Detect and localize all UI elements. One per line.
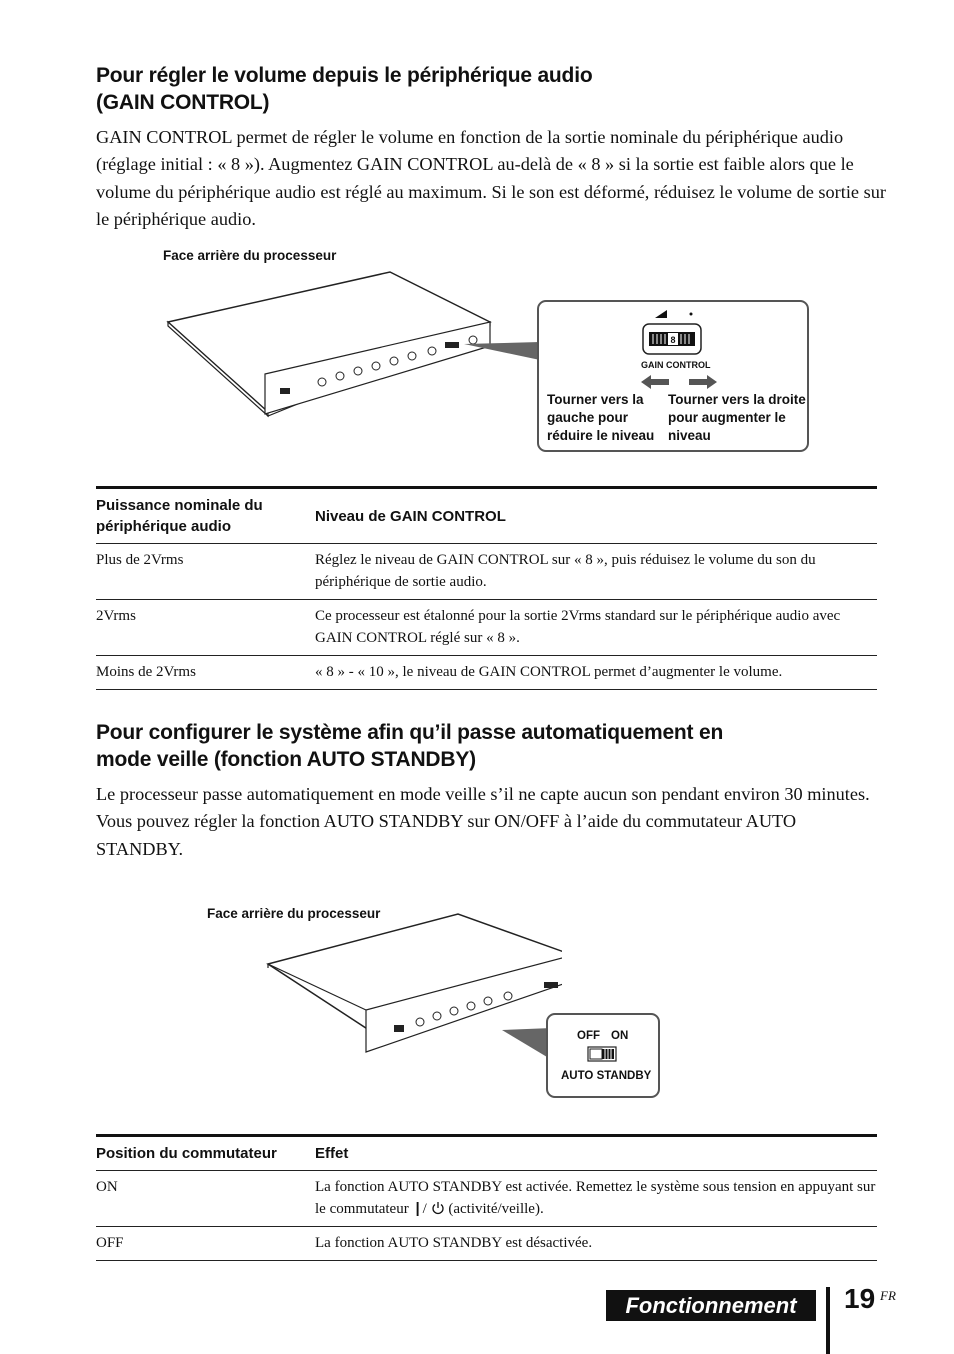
auto-standby-paragraph-1: Le processeur passe automatiquement en mode veille s’il ne capte aucun son pendant environ 30 minutes. xyxy=(96,784,870,804)
table-row xyxy=(96,544,877,600)
figure2-caption: Face arrière du processeur xyxy=(207,906,381,921)
gain-control-switch-label: GAIN CONTROL xyxy=(641,360,711,370)
auto-standby-paragraph-2: Vous pouvez régler la fonction AUTO STANDBY sur ON/OFF à l’aide du commutateur AUTO STANDBY. xyxy=(96,811,797,859)
table-cell: Moins de 2Vrms xyxy=(96,656,315,690)
effect-text: La fonction AUTO STANDBY est activée. Remettez le système sous tension en appuyant sur le commutateur xyxy=(315,1179,876,1217)
section-heading-gain-control xyxy=(96,62,592,116)
auto-standby-callout xyxy=(546,1013,660,1098)
heading-line-1: Pour configurer le système afin qu’il passe automatiquement en xyxy=(96,721,724,744)
figure1-caption: Face arrière du processeur xyxy=(163,248,337,263)
footer-divider xyxy=(826,1287,830,1354)
turn-right-text: Tourner vers la droite pour augmenter le niveau xyxy=(668,392,806,443)
processor-rear-illustration-2 xyxy=(262,910,562,1060)
effect-text-suffix: (activité/veille). xyxy=(448,1201,544,1217)
heading-line-1: Pour régler le volume depuis le périphérique audio xyxy=(96,64,593,87)
table-row xyxy=(96,656,877,690)
auto-standby-switch-label: AUTO STANDBY xyxy=(561,1070,652,1082)
table-cell: OFF xyxy=(96,1227,315,1261)
processor-rear-illustration-1 xyxy=(160,262,540,422)
heading-line-2: (GAIN CONTROL) xyxy=(96,91,270,114)
gain-control-paragraph: GAIN CONTROL permet de régler le volume en fonction de la sortie nominale du périphérique audio (réglage initial : « 8 »). Augmentez GAIN CONTROL au-delà de « 8 » si la sortie est faible alors que le volume du périphérique audio est réglé au maximum. Si le son est déformé, réduisez le volume de sortie sur le périphérique audio. xyxy=(96,127,886,229)
switch-value: 8 xyxy=(670,335,676,345)
table-cell: La fonction AUTO STANDBY est désactivée. xyxy=(315,1227,877,1261)
power-standby-icon xyxy=(431,1201,445,1215)
table-row xyxy=(96,600,877,656)
table-row xyxy=(96,1227,877,1261)
table-cell: Réglez le niveau de GAIN CONTROL sur « 8 », puis réduisez le volume du son du périphérique de sortie audio. xyxy=(315,544,877,600)
auto-standby-table xyxy=(96,1134,877,1261)
turn-left-text: Tourner vers la gauche pour réduire le niveau xyxy=(547,392,655,443)
table-cell: « 8 » - « 10 », le niveau de GAIN CONTROL permet d’augmenter le volume. xyxy=(315,656,877,690)
table-cell: ON xyxy=(96,1171,315,1227)
power-switch-bar-icon: | xyxy=(412,1200,423,1217)
direction-arrows-icon xyxy=(639,374,719,390)
table-cell: 2Vrms xyxy=(96,600,315,656)
table2-header-effect: Effet xyxy=(315,1145,349,1162)
off-label: OFF xyxy=(577,1030,600,1042)
table-cell: La fonction AUTO STANDBY est activée. Remettez le système sous tension en appuyant sur le commutateur | / (activité/veille). xyxy=(315,1171,877,1227)
auto-standby-paragraph xyxy=(96,781,886,863)
heading-line-2: mode veille (fonction AUTO STANDBY) xyxy=(96,748,476,771)
page-number: 19 xyxy=(844,1283,876,1314)
section-heading-auto-standby xyxy=(96,719,723,773)
gain-control-table xyxy=(96,486,877,690)
table-cell: Plus de 2Vrms xyxy=(96,544,315,600)
gain-control-callout xyxy=(537,300,809,452)
auto-standby-switch-icon xyxy=(587,1045,619,1065)
page-language-suffix: FR xyxy=(880,1288,896,1303)
table-cell: Ce processeur est étalonné pour la sortie 2Vrms standard sur le périphérique audio avec GAIN CONTROL réglé sur « 8 ». xyxy=(315,600,877,656)
table1-header-power: Puissance nominale du périphérique audio xyxy=(96,497,263,535)
section-tab-label: Fonctionnement xyxy=(606,1290,816,1321)
table-row xyxy=(96,1171,877,1227)
table1-header-level: Niveau de GAIN CONTROL xyxy=(315,507,506,525)
on-label: ON xyxy=(611,1030,629,1042)
table2-header-position: Position du commutateur xyxy=(96,1145,277,1162)
